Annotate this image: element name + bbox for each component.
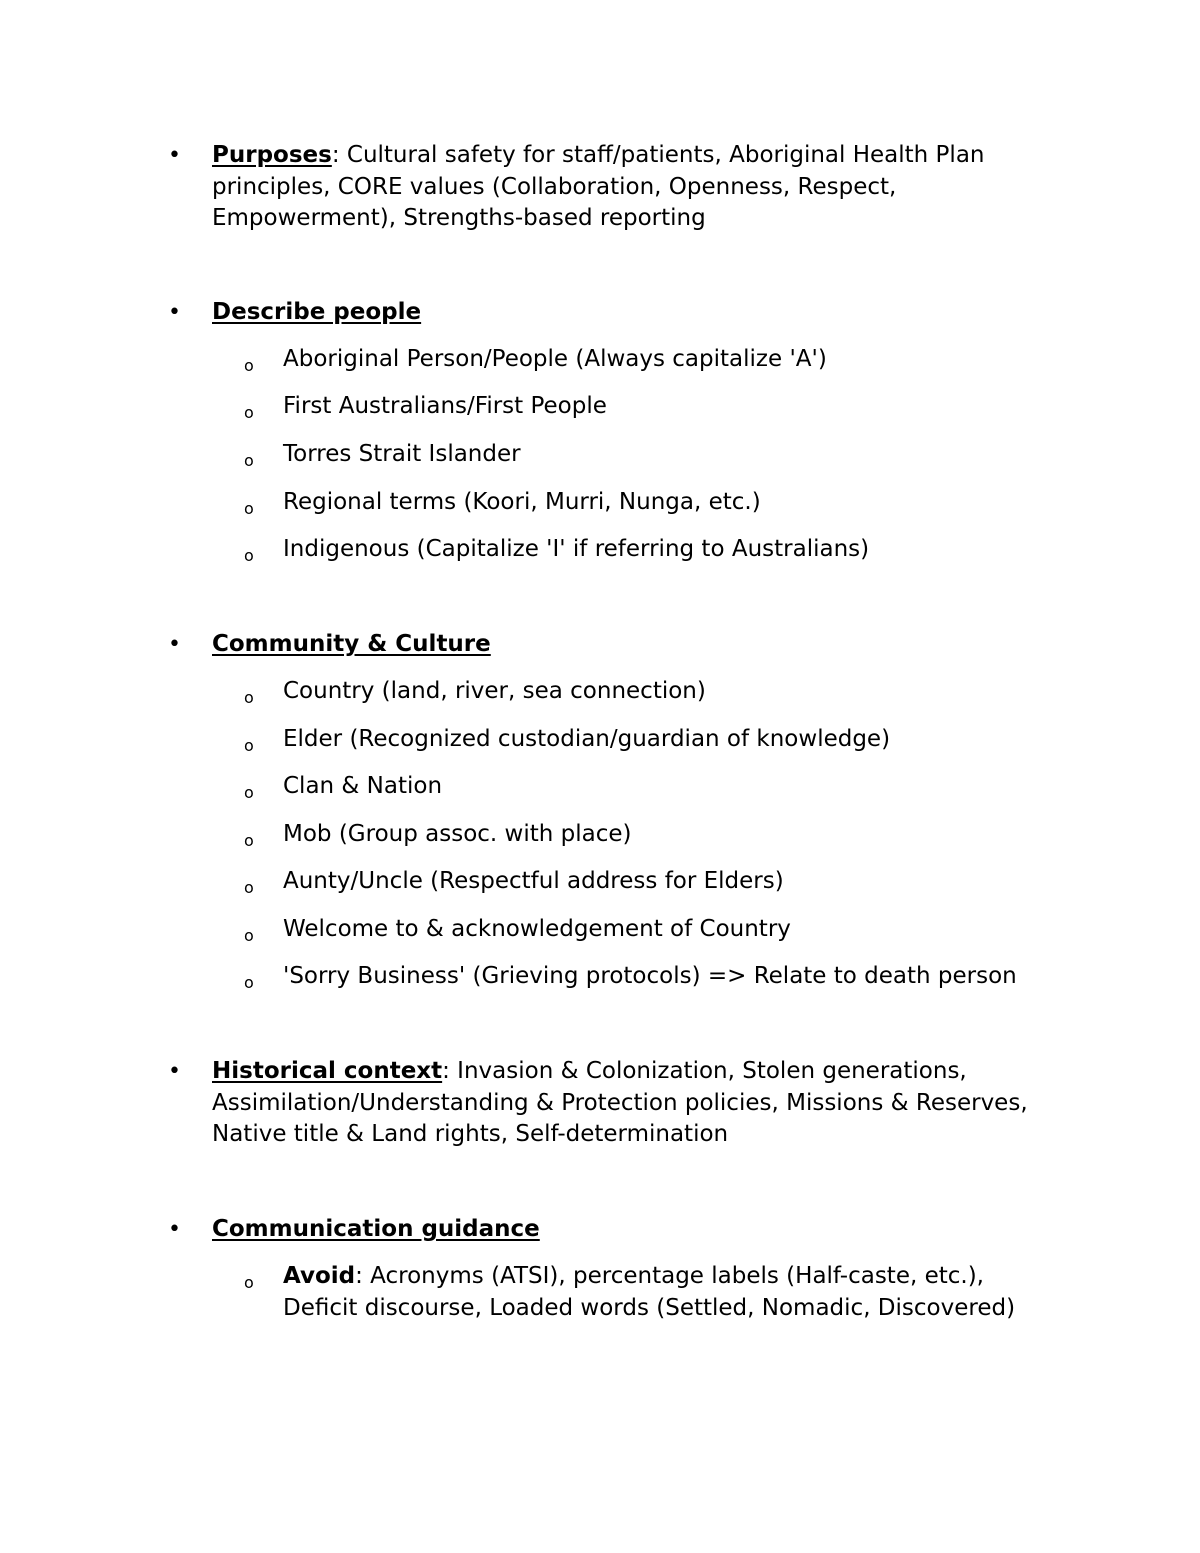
describe-people-heading-line [212,297,1072,329]
list-item-text: Aunty/Uncle (Respectful address for Elders) [283,868,784,894]
bullet-marker: • [168,632,181,657]
community-culture-heading: Community & Culture [212,631,491,657]
sub-bullet-marker: o [244,688,254,707]
list-item-text: Mob (Group assoc. with place) [283,821,632,847]
bullet-marker: • [168,143,181,168]
list-item [0,439,1200,471]
list-item [0,487,1200,519]
historical-context-heading: Historical context [212,1058,443,1084]
sub-bullet-marker: o [244,926,254,945]
bullet-marker: • [168,300,181,325]
sub-bullet-marker: o [244,831,254,850]
list-item [0,961,1200,993]
avoid-label: Avoid [283,1263,356,1289]
list-item-text: Elder (Recognized custodian/guardian of knowledge) [283,726,891,752]
list-item-text: Country (land, river, sea connection) [283,678,706,704]
list-item-text: Aboriginal Person/People (Always capitalize 'A') [283,346,827,372]
purposes-heading: Purposes [212,142,332,168]
sub-bullet-marker: o [244,403,254,422]
communication-heading: Communication guidance [212,1216,540,1242]
sub-bullet-marker: o [244,783,254,802]
sub-bullet-marker: o [244,451,254,470]
purposes-paragraph [212,140,1072,235]
list-item-text: Welcome to & acknowledgement of Country [283,916,791,942]
list-item-text: Indigenous (Capitalize 'I' if referring to Australians) [283,536,870,562]
historical-context-text: : Invasion & Colonization, Stolen generations, Assimilation/Understanding & Protection policies, Missions & Reserves, Native title & Land rights, Self-determination [212,1058,1028,1147]
list-item [0,391,1200,423]
list-item [0,344,1200,376]
list-item-text: Torres Strait Islander [283,441,521,467]
list-item [0,819,1200,851]
community-culture-heading-line [212,629,1072,661]
bullet-marker: • [168,1059,181,1084]
sub-bullet-marker: o [244,1273,254,1292]
list-item-text: First Australians/First People [283,393,607,419]
list-item-text: 'Sorry Business' (Grieving protocols) => Relate to death person [283,963,1017,989]
list-item [0,866,1200,898]
sub-bullet-marker: o [244,736,254,755]
communication-heading-line [212,1214,1072,1246]
sub-bullet-marker: o [244,356,254,375]
list-item-text: Clan & Nation [283,773,443,799]
list-item [0,1261,1200,1325]
sub-bullet-marker: o [244,546,254,565]
bullet-marker: • [168,1217,181,1242]
list-item [0,771,1200,803]
sub-bullet-marker: o [244,973,254,992]
historical-context-paragraph [212,1056,1062,1151]
list-item [0,724,1200,756]
list-item-text: Regional terms (Koori, Murri, Nunga, etc.) [283,489,761,515]
list-item [0,676,1200,708]
avoid-paragraph [283,1261,1053,1324]
list-item [0,534,1200,566]
list-item [0,914,1200,946]
sub-bullet-marker: o [244,878,254,897]
describe-people-heading: Describe people [212,299,422,325]
sub-bullet-marker: o [244,499,254,518]
avoid-text: : Acronyms (ATSI), percentage labels (Half-caste, etc.), Deficit discourse, Loaded words (Settled, Nomadic, Discovered) [283,1263,1016,1321]
purposes-text: : Cultural safety for staff/patients, Aboriginal Health Plan principles, CORE values (Collaboration, Openness, Respect, Empowerment), Strengths-based reporting [212,142,985,231]
